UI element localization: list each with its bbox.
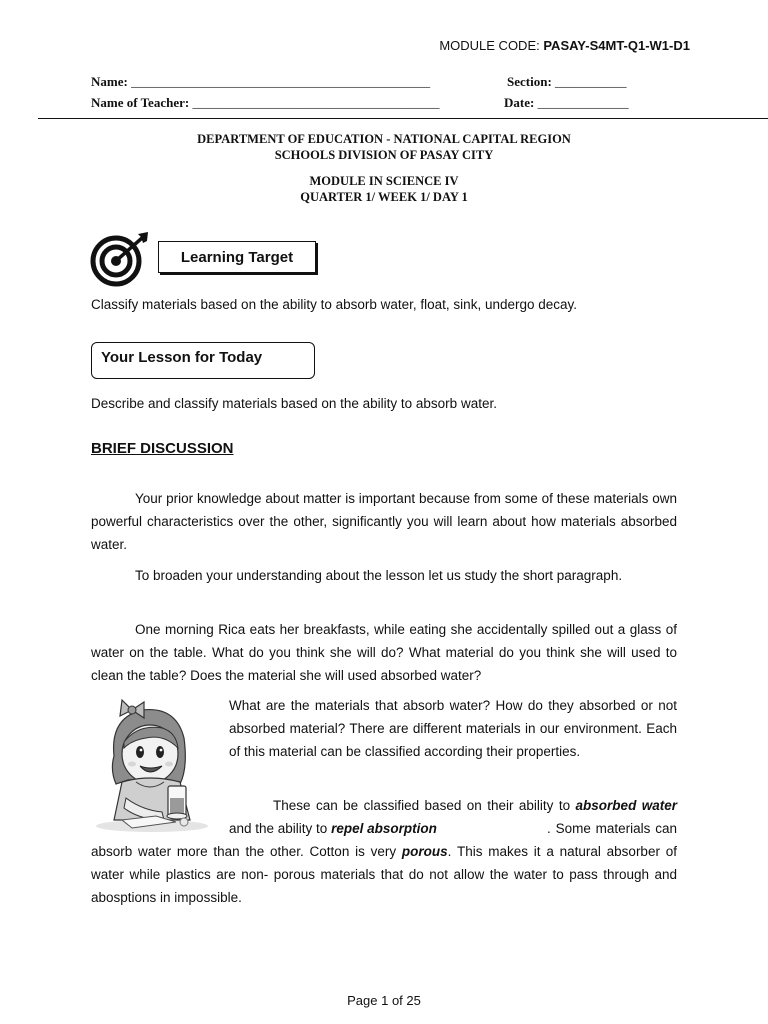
discussion-paragraph-2: To broaden your understanding about the lesson let us study the short paragraph.: [135, 568, 623, 583]
teacher-blank[interactable]: ______________________________________: [192, 95, 440, 110]
discussion-paragraph-4: What are the materials that absorb water? How do they absorbed or not absorbed material? There are different materials in our environment. Each of this material can be classified according their properties.: [229, 698, 677, 759]
name-blank[interactable]: ______________________________________________: [131, 74, 431, 89]
repel-absorption-term: repel absorption: [331, 821, 437, 836]
girl-with-glass-illustration: [92, 698, 214, 834]
brief-discussion-heading: BRIEF DISCUSSION: [91, 440, 234, 457]
learning-target-box: [158, 241, 316, 273]
module-title: MODULE IN SCIENCE IV: [309, 174, 459, 188]
page-number: Page 1 of 25: [347, 993, 421, 1008]
discussion-paragraph-1: Your prior knowledge about matter is important because from some of these materials own powerful characteristics over the other, significantly you will learn about how materials absorbed water.: [91, 491, 677, 552]
division-title: SCHOOLS DIVISION OF PASAY CITY: [274, 148, 494, 162]
quarter-title: QUARTER 1/ WEEK 1/ DAY 1: [300, 190, 468, 204]
discussion-paragraph-5-end: . Some materials can absorb water more than the other. Cotton is very porous. This makes it a natural absorber of water while plastics are non- porous materials that do not allow the water to pass through and abosptions in impossible.: [91, 821, 677, 905]
target-icon: [90, 231, 152, 287]
lesson-box: [91, 342, 315, 379]
learning-target-label: Learning Target: [180, 248, 294, 266]
lesson-text: Describe and classify materials based on the ability to absorb water.: [91, 396, 497, 411]
date-blank[interactable]: ______________: [537, 95, 629, 110]
absorbed-water-term: absorbed water: [575, 798, 678, 813]
module-code: MODULE CODE: PASAY-S4MT-Q1-W1-D1: [439, 38, 690, 53]
section-field: Section: ___________: [507, 74, 627, 89]
name-field: Name: ______________________________________________: [91, 74, 431, 89]
discussion-paragraph-3: One morning Rica eats her breakfasts, while eating she accidentally spilled out a glass of water on the table. What do you think she will do? What material do you think she will used to clean the table? Does the material she will used absorbed water?: [91, 622, 677, 683]
department-title: DEPARTMENT OF EDUCATION - NATIONAL CAPITAL REGION: [197, 132, 571, 146]
learning-target-text: Classify materials based on the ability to absorb water, float, sink, undergo decay.: [91, 297, 578, 312]
porous-term: porous: [401, 844, 448, 859]
header-divider: [38, 118, 768, 119]
module-code-value: PASAY-S4MT-Q1-W1-D1: [543, 38, 690, 53]
date-field: Date: ______________: [504, 95, 629, 110]
section-blank[interactable]: ___________: [555, 74, 627, 89]
lesson-label: Your Lesson for Today: [101, 349, 263, 366]
discussion-paragraph-5-start: These can be classified based on their ability to absorbed water and the ability to repel absorption: [229, 798, 678, 836]
teacher-field: Name of Teacher: ______________________________________: [91, 95, 440, 110]
